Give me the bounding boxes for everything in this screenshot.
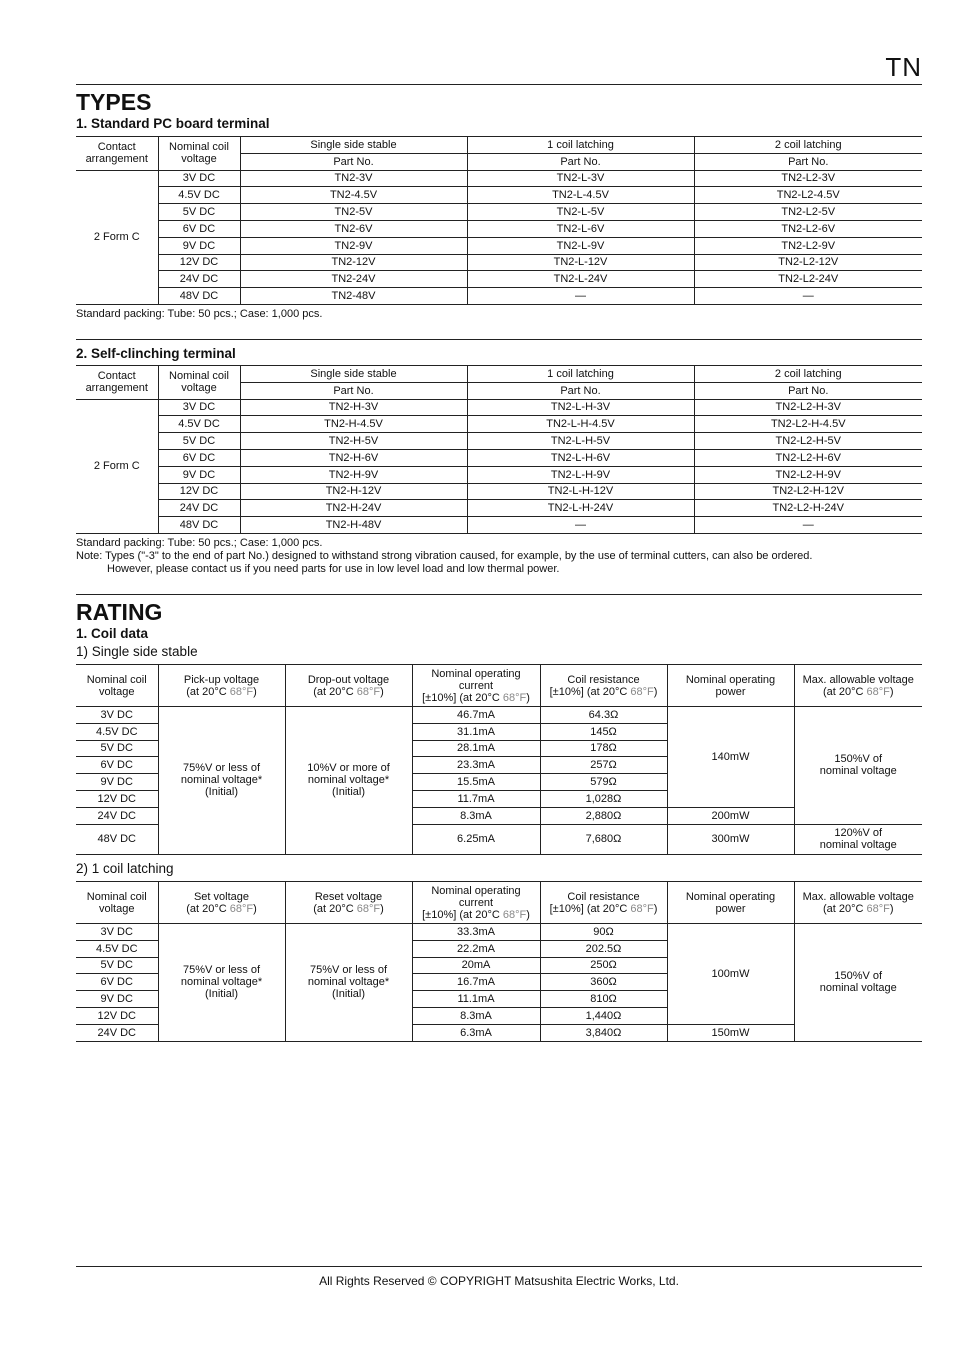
nominal-voltage-cell: 9V DC: [76, 991, 158, 1008]
vibration-note: Note: Types ("-3" to the end of part No.) designed to withstand strong vibration caused, for example, by the use of terminal cutters, can also be ordered.: [76, 550, 813, 562]
part-no-cell: TN2-L2-H-12V: [694, 483, 922, 500]
table-row: [76, 483, 922, 500]
current-cell: 28.1mA: [412, 740, 540, 757]
part-no-cell: TN2-H-5V: [240, 433, 467, 450]
current-label-1: Nominal operating: [431, 667, 521, 680]
resistance-cell: 3,840Ω: [540, 1024, 667, 1041]
table-row: [76, 500, 922, 517]
nominal-voltage-cell: 24V DC: [158, 271, 240, 288]
tol-label: [±10%] (at 20°C: [422, 908, 503, 921]
coil-table-latching: [76, 881, 922, 1042]
table-row: [76, 254, 922, 271]
resistance-cell: 145Ω: [540, 723, 667, 740]
value-line: 150%V of: [834, 970, 883, 983]
current-cell: 11.1mA: [412, 991, 540, 1008]
table-row: [76, 517, 922, 534]
part-no-cell: TN2-5V: [240, 204, 467, 221]
nominal-voltage-cell: 12V DC: [76, 1007, 158, 1024]
part-no-cell: TN2-L-H-3V: [467, 399, 694, 416]
part-no-cell: TN2-L2-3V: [694, 170, 922, 187]
part-no-cell: TN2-L-4.5V: [467, 187, 694, 204]
table-row: [76, 449, 922, 466]
part-no-cell: TN2-4.5V: [240, 187, 467, 204]
types-title: TYPES: [76, 89, 152, 115]
table-row: [76, 220, 922, 237]
resistance-cell: 360Ω: [540, 974, 667, 991]
th-partno: Part No.: [240, 382, 467, 399]
table-row: [76, 399, 922, 416]
resistance-cell: 2,880Ω: [540, 807, 667, 824]
nominal-voltage-cell: 24V DC: [76, 807, 158, 824]
current-cell: 23.3mA: [412, 757, 540, 774]
tol-label: [±10%] (at 20°C: [549, 902, 631, 915]
resistance-cell: 579Ω: [540, 774, 667, 791]
current-cell: 11.7mA: [412, 790, 540, 807]
f68-label: 68°F: [630, 685, 654, 698]
part-no-cell: TN2-6V: [240, 220, 467, 237]
part-no-cell: TN2-L2-9V: [694, 237, 922, 254]
coil-table-single: [76, 664, 922, 855]
part-no-cell: TN2-H-3V: [240, 399, 467, 416]
value-line: nominal voltage*: [307, 774, 390, 787]
part-no-cell: —: [467, 517, 694, 534]
paren-close: ): [380, 685, 384, 698]
nominal-voltage-cell: 3V DC: [158, 170, 240, 187]
f68-label: 68°F: [866, 902, 890, 915]
current-cell: 15.5mA: [412, 774, 540, 791]
table-row: [76, 924, 922, 941]
th-power: Nominal operating power: [667, 882, 794, 924]
nominal-voltage-cell: 5V DC: [158, 433, 240, 450]
value-line: 120%V of: [834, 827, 883, 840]
nominal-voltage-cell: 12V DC: [158, 254, 240, 271]
dropout-label: Drop-out voltage: [307, 673, 390, 686]
current-cell: 33.3mA: [412, 924, 540, 941]
part-no-cell: TN2-L-H-12V: [467, 483, 694, 500]
pickup-label: Pick-up voltage: [183, 673, 260, 686]
part-no-cell: TN2-L2-12V: [694, 254, 922, 271]
at20-label: (at 20°C: [313, 685, 357, 698]
nominal-voltage-cell: 5V DC: [76, 740, 158, 757]
th-nominal: Nominal coil voltage: [158, 366, 240, 400]
tol-label: [±10%] (at 20°C: [549, 685, 631, 698]
value-line: nominal voltage: [819, 765, 897, 778]
th-reset: [285, 882, 412, 924]
value-line: nominal voltage*: [180, 774, 263, 787]
nominal-voltage-cell: 6V DC: [76, 757, 158, 774]
part-no-cell: TN2-12V: [240, 254, 467, 271]
th-2coil: 2 coil latching: [694, 137, 922, 154]
part-no-cell: —: [694, 288, 922, 305]
th-partno: Part No.: [467, 382, 694, 399]
brand-code: TN: [885, 52, 922, 82]
th-pickup: [158, 665, 285, 707]
part-no-cell: TN2-L2-H-4.5V: [694, 416, 922, 433]
th-single: Single side stable: [240, 137, 467, 154]
single-side-title: 1) Single side stable: [76, 644, 198, 659]
maxv-label: Max. allowable voltage: [802, 890, 914, 903]
th-1coil: 1 coil latching: [467, 366, 694, 383]
current-label-1: Nominal operating: [431, 884, 521, 897]
reset-label: Reset voltage: [314, 890, 383, 903]
nominal-voltage-cell: 5V DC: [76, 957, 158, 974]
part-no-cell: —: [694, 517, 922, 534]
th-current: [412, 665, 540, 707]
th-2coil: 2 coil latching: [694, 366, 922, 383]
power-cell: 150mW: [667, 1024, 794, 1041]
part-no-cell: TN2-H-24V: [240, 500, 467, 517]
nominal-voltage-cell: 6V DC: [158, 220, 240, 237]
paren-close: ): [889, 685, 894, 698]
table-row: [76, 170, 922, 187]
th-maxv: [794, 665, 922, 707]
part-no-cell: TN2-L2-H-9V: [694, 466, 922, 483]
part-no-cell: TN2-H-9V: [240, 466, 467, 483]
paren-close: ): [653, 902, 658, 915]
value-line: (Initial): [331, 988, 365, 1001]
f68-label: 68°F: [630, 902, 654, 915]
th-contact: Contact arrangement: [76, 137, 158, 171]
power-cell: 300mW: [667, 824, 794, 854]
current-cell: 46.7mA: [412, 707, 540, 724]
part-no-cell: TN2-9V: [240, 237, 467, 254]
table-row: [76, 187, 922, 204]
part-no-cell: —: [467, 288, 694, 305]
current-cell: 8.3mA: [412, 807, 540, 824]
resistance-cell: 178Ω: [540, 740, 667, 757]
current-label-2: current: [458, 896, 494, 909]
value-line: nominal voltage: [819, 839, 897, 852]
th-current: [412, 882, 540, 924]
current-cell: 8.3mA: [412, 1007, 540, 1024]
value-line: (Initial): [204, 786, 238, 799]
value-line: 75%V or less of: [182, 964, 261, 977]
resistance-cell: 810Ω: [540, 991, 667, 1008]
section1-title: 1. Standard PC board terminal: [76, 116, 270, 131]
part-no-cell: TN2-L2-H-24V: [694, 500, 922, 517]
f68-label: 68°F: [229, 685, 254, 698]
part-no-cell: TN2-H-4.5V: [240, 416, 467, 433]
nominal-voltage-cell: 48V DC: [158, 288, 240, 305]
max-voltage-cell: [794, 824, 922, 854]
part-no-cell: TN2-24V: [240, 271, 467, 288]
value-line: nominal voltage*: [180, 976, 263, 989]
packing-note-1: Standard packing: Tube: 50 pcs.; Case: 1,000 pcs.: [76, 308, 323, 320]
nominal-voltage-cell: 48V DC: [76, 824, 158, 854]
dropout-voltage-cell: [285, 707, 412, 855]
part-no-cell: TN2-H-12V: [240, 483, 467, 500]
maxv-label: Max. allowable voltage: [802, 673, 914, 686]
table-row: [76, 433, 922, 450]
part-no-cell: TN2-L2-H-6V: [694, 449, 922, 466]
nominal-voltage-cell: 9V DC: [76, 774, 158, 791]
reset-voltage-cell: [285, 924, 412, 1042]
paren-close: ): [253, 685, 257, 698]
part-no-cell: TN2-L-H-24V: [467, 500, 694, 517]
th-partno: Part No.: [467, 153, 694, 170]
nominal-voltage-cell: 9V DC: [158, 466, 240, 483]
part-no-cell: TN2-H-48V: [240, 517, 467, 534]
part-no-cell: TN2-L-12V: [467, 254, 694, 271]
current-cell: 6.3mA: [412, 1024, 540, 1041]
at20-label: (at 20°C: [313, 902, 357, 915]
th-resistance: [540, 665, 667, 707]
nominal-voltage-cell: 3V DC: [158, 399, 240, 416]
part-no-cell: TN2-L-H-5V: [467, 433, 694, 450]
current-cell: 31.1mA: [412, 723, 540, 740]
power-cell: 200mW: [667, 807, 794, 824]
th-single: Single side stable: [240, 366, 467, 383]
pickup-voltage-cell: [158, 707, 285, 855]
part-no-cell: TN2-L-H-9V: [467, 466, 694, 483]
paren-close: ): [526, 691, 530, 704]
table-row: [76, 466, 922, 483]
th-contact: Contact arrangement: [76, 366, 158, 400]
f68-label: 68°F: [229, 902, 254, 915]
value-line: (Initial): [331, 786, 365, 799]
resistance-label: Coil resistance: [567, 890, 640, 903]
part-no-cell: TN2-L2-5V: [694, 204, 922, 221]
f68-label: 68°F: [502, 908, 527, 921]
resistance-cell: 7,680Ω: [540, 824, 667, 854]
th-partno: Part No.: [694, 153, 922, 170]
current-cell: 22.2mA: [412, 940, 540, 957]
part-no-cell: TN2-L-9V: [467, 237, 694, 254]
value-line: 75%V or less of: [309, 964, 388, 977]
f68-label: 68°F: [356, 902, 381, 915]
resistance-cell: 257Ω: [540, 757, 667, 774]
f68-label: 68°F: [356, 685, 381, 698]
th-partno: Part No.: [240, 153, 467, 170]
th-1coil: 1 coil latching: [467, 137, 694, 154]
resistance-cell: 202.5Ω: [540, 940, 667, 957]
at20-label: (at 20°C: [186, 685, 230, 698]
paren-close: ): [380, 902, 384, 915]
nominal-voltage-cell: 12V DC: [76, 790, 158, 807]
value-line: 150%V of: [834, 753, 883, 766]
paren-close: ): [526, 908, 530, 921]
nominal-voltage-cell: 4.5V DC: [76, 723, 158, 740]
nominal-voltage-cell: 9V DC: [158, 237, 240, 254]
table-row: [76, 707, 922, 724]
value-line: (Initial): [204, 988, 238, 1001]
th-set: [158, 882, 285, 924]
table-row: [76, 416, 922, 433]
packing-note-2: Standard packing: Tube: 50 pcs.; Case: 1,000 pcs.: [76, 537, 323, 549]
part-no-cell: TN2-L2-6V: [694, 220, 922, 237]
coil-data-title: 1. Coil data: [76, 626, 149, 641]
value-line: 10%V or more of: [307, 762, 390, 775]
table-row: [76, 204, 922, 221]
part-no-cell: TN2-L-6V: [467, 220, 694, 237]
max-voltage-cell: [794, 707, 922, 825]
max-voltage-cell: [794, 924, 922, 1042]
nominal-voltage-cell: 48V DC: [158, 517, 240, 534]
top-rule: [76, 84, 922, 85]
nominal-voltage-cell: 6V DC: [158, 449, 240, 466]
section2-rule: [76, 339, 922, 340]
current-cell: 20mA: [412, 957, 540, 974]
power-cell: 100mW: [667, 924, 794, 1025]
set-voltage-cell: [158, 924, 285, 1042]
table-row: [76, 237, 922, 254]
paren-close: ): [653, 685, 658, 698]
value-line: 75%V or less of: [182, 762, 261, 775]
part-no-cell: TN2-L2-H-3V: [694, 399, 922, 416]
one-coil-title: 2) 1 coil latching: [76, 861, 174, 876]
at20-label: (at 20°C: [822, 685, 867, 698]
resistance-cell: 1,440Ω: [540, 1007, 667, 1024]
current-cell: 16.7mA: [412, 974, 540, 991]
nominal-voltage-cell: 5V DC: [158, 204, 240, 221]
nominal-voltage-cell: 24V DC: [158, 500, 240, 517]
part-no-cell: TN2-L-24V: [467, 271, 694, 288]
current-cell: 6.25mA: [412, 824, 540, 854]
current-label-2: current: [458, 679, 494, 692]
f68-label: 68°F: [866, 685, 890, 698]
nominal-voltage-cell: 4.5V DC: [158, 187, 240, 204]
rating-rule: [76, 594, 922, 595]
table-row: [76, 271, 922, 288]
power-cell: 140mW: [667, 707, 794, 808]
paren-close: ): [889, 902, 894, 915]
part-no-cell: TN2-L2-24V: [694, 271, 922, 288]
part-no-cell: TN2-L2-H-5V: [694, 433, 922, 450]
resistance-cell: 64.3Ω: [540, 707, 667, 724]
resistance-cell: 1,028Ω: [540, 790, 667, 807]
rating-title: RATING: [76, 599, 163, 625]
nominal-voltage-cell: 12V DC: [158, 483, 240, 500]
resistance-cell: 250Ω: [540, 957, 667, 974]
nominal-voltage-cell: 3V DC: [76, 707, 158, 724]
th-dropout: [285, 665, 412, 707]
part-no-cell: TN2-L-H-4.5V: [467, 416, 694, 433]
part-no-cell: TN2-L-3V: [467, 170, 694, 187]
types-table-pc: [76, 136, 922, 305]
th-power: Nominal operating power: [667, 665, 794, 707]
nominal-voltage-cell: 24V DC: [76, 1024, 158, 1041]
th-partno: Part No.: [694, 382, 922, 399]
th-resistance: [540, 882, 667, 924]
f68-label: 68°F: [502, 691, 527, 704]
nominal-voltage-cell: 4.5V DC: [158, 416, 240, 433]
nominal-voltage-cell: 4.5V DC: [76, 940, 158, 957]
table-row: [76, 288, 922, 305]
paren-close: ): [253, 902, 257, 915]
types-table-clinch: [76, 365, 922, 534]
part-no-cell: TN2-L-H-6V: [467, 449, 694, 466]
part-no-cell: TN2-3V: [240, 170, 467, 187]
resistance-cell: 90Ω: [540, 924, 667, 941]
part-no-cell: TN2-H-6V: [240, 449, 467, 466]
th-nominal: Nominal coil voltage: [158, 137, 240, 171]
nominal-voltage-cell: 6V DC: [76, 974, 158, 991]
th-maxv: [794, 882, 922, 924]
set-label: Set voltage: [193, 890, 250, 903]
part-no-cell: TN2-48V: [240, 288, 467, 305]
contact-arrangement-cell: 2 Form C: [76, 399, 158, 533]
part-no-cell: TN2-L-5V: [467, 204, 694, 221]
th-nominal-voltage: Nominal coil voltage: [76, 665, 158, 707]
copyright-footer: All Rights Reserved © COPYRIGHT Matsushita Electric Works, Ltd.: [76, 1266, 922, 1288]
contact-arrangement-cell: 2 Form C: [76, 170, 158, 304]
section2-title: 2. Self-clinching terminal: [76, 346, 236, 361]
value-line: nominal voltage*: [307, 976, 390, 989]
th-nominal-voltage: Nominal coil voltage: [76, 882, 158, 924]
part-no-cell: TN2-L2-4.5V: [694, 187, 922, 204]
nominal-voltage-cell: 3V DC: [76, 924, 158, 941]
vibration-note-2: However, please contact us if you need parts for use in low level load and low thermal power.: [107, 563, 560, 575]
at20-label: (at 20°C: [186, 902, 230, 915]
at20-label: (at 20°C: [822, 902, 867, 915]
value-line: nominal voltage: [819, 982, 897, 995]
tol-label: [±10%] (at 20°C: [422, 691, 503, 704]
resistance-label: Coil resistance: [567, 673, 640, 686]
